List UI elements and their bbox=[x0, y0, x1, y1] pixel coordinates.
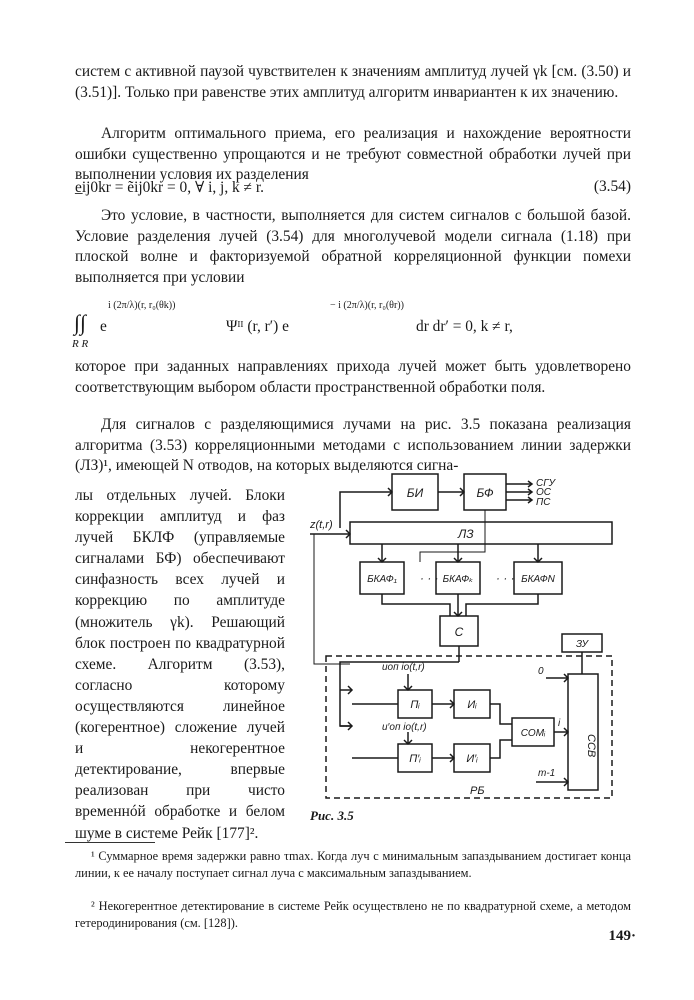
exponent-1: i (2π/λ)(r, r₀(θk)) bbox=[108, 300, 176, 311]
dots-2: · · · bbox=[496, 571, 515, 585]
u-ref-2: u′оп iо(t,r) bbox=[382, 722, 427, 733]
com-label: COMᵢ bbox=[520, 728, 546, 739]
wrapped-paragraph: лы отдельных лучей. Блоки коррекции амплитуд и фаз лучей БКЛФ (управляемые сигналами БФ) обеспечивают синфазность всех лучей и коррекцию по амплитуде (множитель γk). Решающий блок построен по квадратурной схеме. Алгоритм (3.53), согласно которому осуществляются линейное (когерентное) сложение лучей и некогерентное детектирование, впервые реализован при чисто временнóй обработке и белом шуме в системе Рейк [177]². bbox=[75, 487, 285, 842]
zu-label: ЗУ bbox=[575, 639, 589, 650]
lz-label: ЛЗ bbox=[458, 527, 474, 541]
ssv-label: ССВ bbox=[585, 734, 597, 758]
paragraph-4: которое при заданных направлениях прихода лучей может быть удовлетворено соответствующим выбором области пространственной обработки поля. bbox=[75, 358, 631, 396]
figure-caption: Рис. 3.5 bbox=[310, 808, 354, 823]
footnote-1: ¹ Суммарное время задержки равно τmax. Когда луч с минимальным запаздыванием достигает конца линии, к ее началу поступает сигнал луча с максимальным запаздыванием. bbox=[75, 849, 631, 880]
zero-input: 0 bbox=[538, 666, 544, 677]
m1-input: m-1 bbox=[538, 768, 556, 779]
equation-number-3-54: (3.54) bbox=[593, 178, 631, 195]
pi-label: Пᵢ bbox=[410, 699, 420, 711]
bkaf-n-label: БКАФN bbox=[521, 574, 555, 585]
out-sgu: СГУ bbox=[536, 478, 556, 489]
ssv-block bbox=[568, 674, 598, 790]
rb-frame bbox=[326, 656, 612, 798]
i-output: i bbox=[558, 718, 561, 729]
block-diagram bbox=[300, 464, 620, 806]
rb-label: РБ bbox=[470, 785, 485, 797]
out-os: ОС bbox=[536, 487, 551, 498]
footnote-rule bbox=[65, 842, 155, 843]
lz-block bbox=[350, 522, 612, 544]
paragraph-5: Для сигналов с разделяющимися лучами на рис. 3.5 показана реализация алгоритма (3.53) корреляционными методами с использованием линии задержки (ЛЗ)¹, имеющей N отводов, на которых выделяются сигна- bbox=[75, 416, 631, 474]
psi-term: Ψᴵᴵ (r, r′) e bbox=[226, 318, 289, 335]
equation-3-54: e̲ij0kr = ẽij0kr = 0, ∀ i, j, k ≠ r. bbox=[75, 179, 264, 196]
footnote-2: ² Некогерентное детектирование в системе Рейк осуществлено не по квадратурной схеме, а методом гетеродинирования (см. [128]). bbox=[75, 899, 631, 930]
dots-1: · · · bbox=[420, 571, 439, 585]
paragraph-3: Это условие, в частности, выполняется для систем сигналов с большой базой. Условие разделения лучей (3.54) для многолучевой модели сигнала (1.18) при плоской волне и факторизуемой обратной корреляционной функции помехи выполняется при условии bbox=[75, 207, 631, 286]
c-label: С bbox=[454, 625, 464, 639]
paragraph-2: Алгоритм оптимального приема, его реализация и нахождение вероятности ошибки существенно упрощаются и не требуют совместной обработки лучей при выполнении условия их разделения bbox=[75, 125, 631, 183]
bkaf-1-label: БКАФ₁ bbox=[367, 574, 397, 585]
exp-base-1: e bbox=[100, 318, 107, 335]
input-label: z(t,r) bbox=[310, 519, 333, 531]
bi-label: БИ bbox=[406, 486, 424, 500]
ii-label: Иᵢ bbox=[467, 699, 477, 711]
bkaf-k-label: БКАФₖ bbox=[442, 574, 474, 585]
integral-limits: R R bbox=[72, 338, 89, 350]
u-ref-1: uоп iо(t,r) bbox=[382, 662, 425, 673]
double-integral-symbol: ∫∫ bbox=[74, 310, 87, 335]
out-ps: ПС bbox=[536, 497, 551, 508]
integral-tail: dr dr′ = 0, k ≠ r, bbox=[416, 318, 513, 335]
bf-label: БФ bbox=[476, 486, 494, 500]
pi-prime-label: П′ᵢ bbox=[409, 753, 421, 765]
page-number: 149· bbox=[608, 928, 636, 944]
ii-prime-label: И′ᵢ bbox=[466, 753, 478, 765]
exponent-2: − i (2π/λ)(r, r₀(θr)) bbox=[330, 300, 404, 311]
paragraph-1: систем с активной паузой чувствителен к значениям амплитуд лучей γk [см. (3.50) и (3.51)]. Только при равенстве этих амплитуд алгоритм инвариантен к их значению. bbox=[75, 63, 631, 101]
